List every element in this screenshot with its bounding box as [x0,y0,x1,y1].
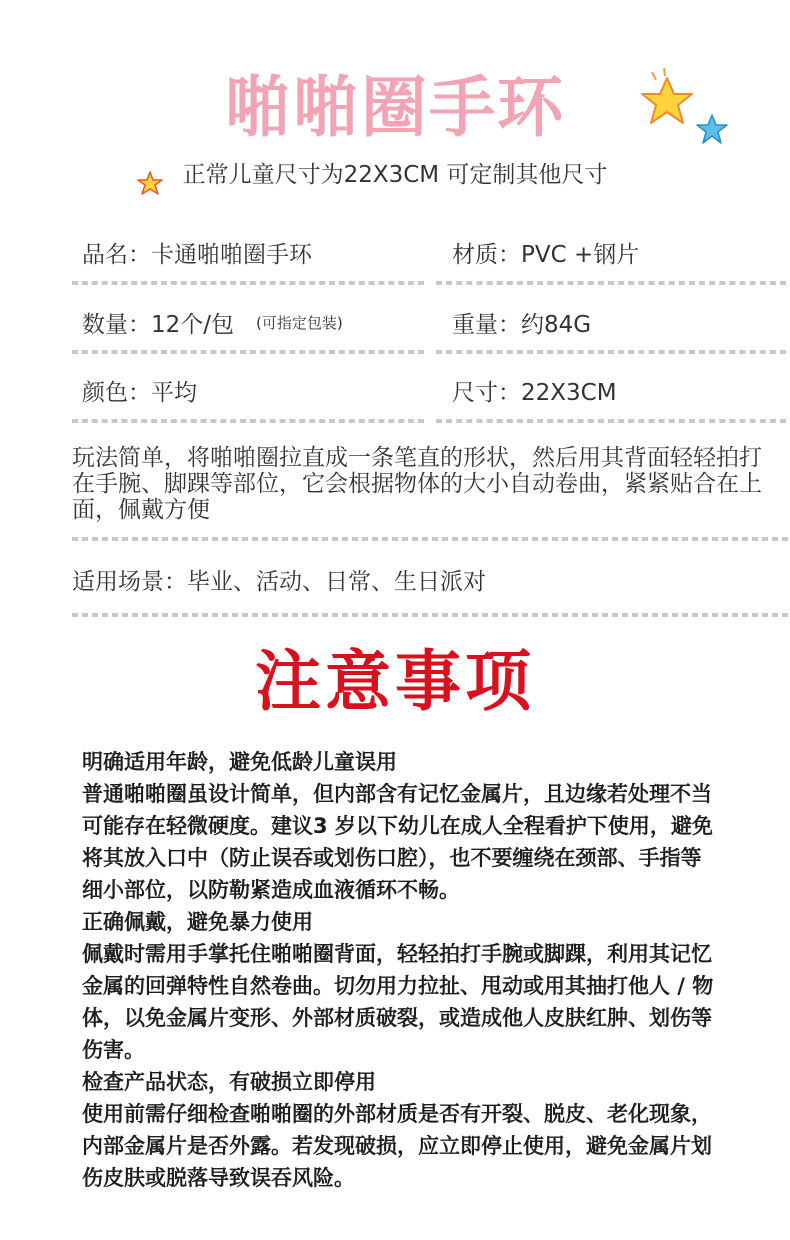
spec-name: 品名：卡通啪啪圈手环 [82,241,312,268]
notice-body: 佩戴时需用手掌托住啪啪圈背面，轻轻拍打手腕或脚踝，利用其记忆金属的回弹特性自然卷曲。切勿用力拉扯、甩动或用其抽打他人 / 物体，以免金属片变形、外部材质破裂，或造成他人皮肤红肿、划伤等伤害。 [82,942,714,1062]
notice-list [82,746,722,1194]
divider [72,419,424,423]
notice-body: 使用前需仔细检查啪啪圈的外部材质是否有开裂、脱皮、老化现象，内部金属片是否外露。若发现破损，应立即停止使用，避免金属片划伤皮肤或脱落导致误吞风险。 [82,1102,712,1190]
product-description: 玩法简单，将啪啪圈拉直成一条笔直的形状，然后用其背面轻轻拍打在手腕、脚踝等部位，它会根据物体的大小自动卷曲，紧紧贴合在上面，佩戴方便 [72,445,762,523]
spec-quantity-note: (可指定包装) [256,313,343,332]
divider [436,350,786,354]
spec-color: 颜色：平均 [82,379,197,406]
divider [72,281,424,285]
star-blue-shape [697,115,727,143]
spec-quantity-value: 数量：12个/包 [82,311,235,338]
spec-size: 尺寸：22X3CM [452,379,617,406]
notice-body: 普通啪啪圈虽设计简单，但内部含有记忆金属片，且边缘若处理不当可能存在轻微硬度。建议3 岁以下幼儿在成人全程看护下使用，避免将其放入口中（防止误吞或划伤口腔），也不要缠绕在颈部、手指等细小部位，以防勒紧造成血液循环不畅。 [82,782,713,902]
page-subtitle: 正常儿童尺寸为22X3CM 可定制其他尺寸 [182,162,608,188]
divider [436,281,786,285]
divider [72,537,788,541]
page-title: 啪啪圈手环 [225,69,565,146]
star-icon [632,66,702,136]
notice-heading: 明确适用年龄，避免低龄儿童误用 [82,750,397,774]
divider [436,419,786,423]
spec-material: 材质：PVC +钢片 [452,241,640,268]
usage-scenes: 适用场景：毕业、活动、日常、生日派对 [72,569,486,595]
star-small-blue-icon [694,112,730,148]
notice-heading: 检查产品状态，有破损立即停用 [82,1070,376,1094]
spec-quantity [82,292,343,352]
spec-weight: 重量：约84G [452,311,592,338]
divider [72,350,424,354]
notice-heading: 正确佩戴，避免暴力使用 [82,910,313,934]
notice-title: 注意事项 [255,643,535,720]
star-yellow-shape [642,78,692,123]
divider [72,613,788,617]
